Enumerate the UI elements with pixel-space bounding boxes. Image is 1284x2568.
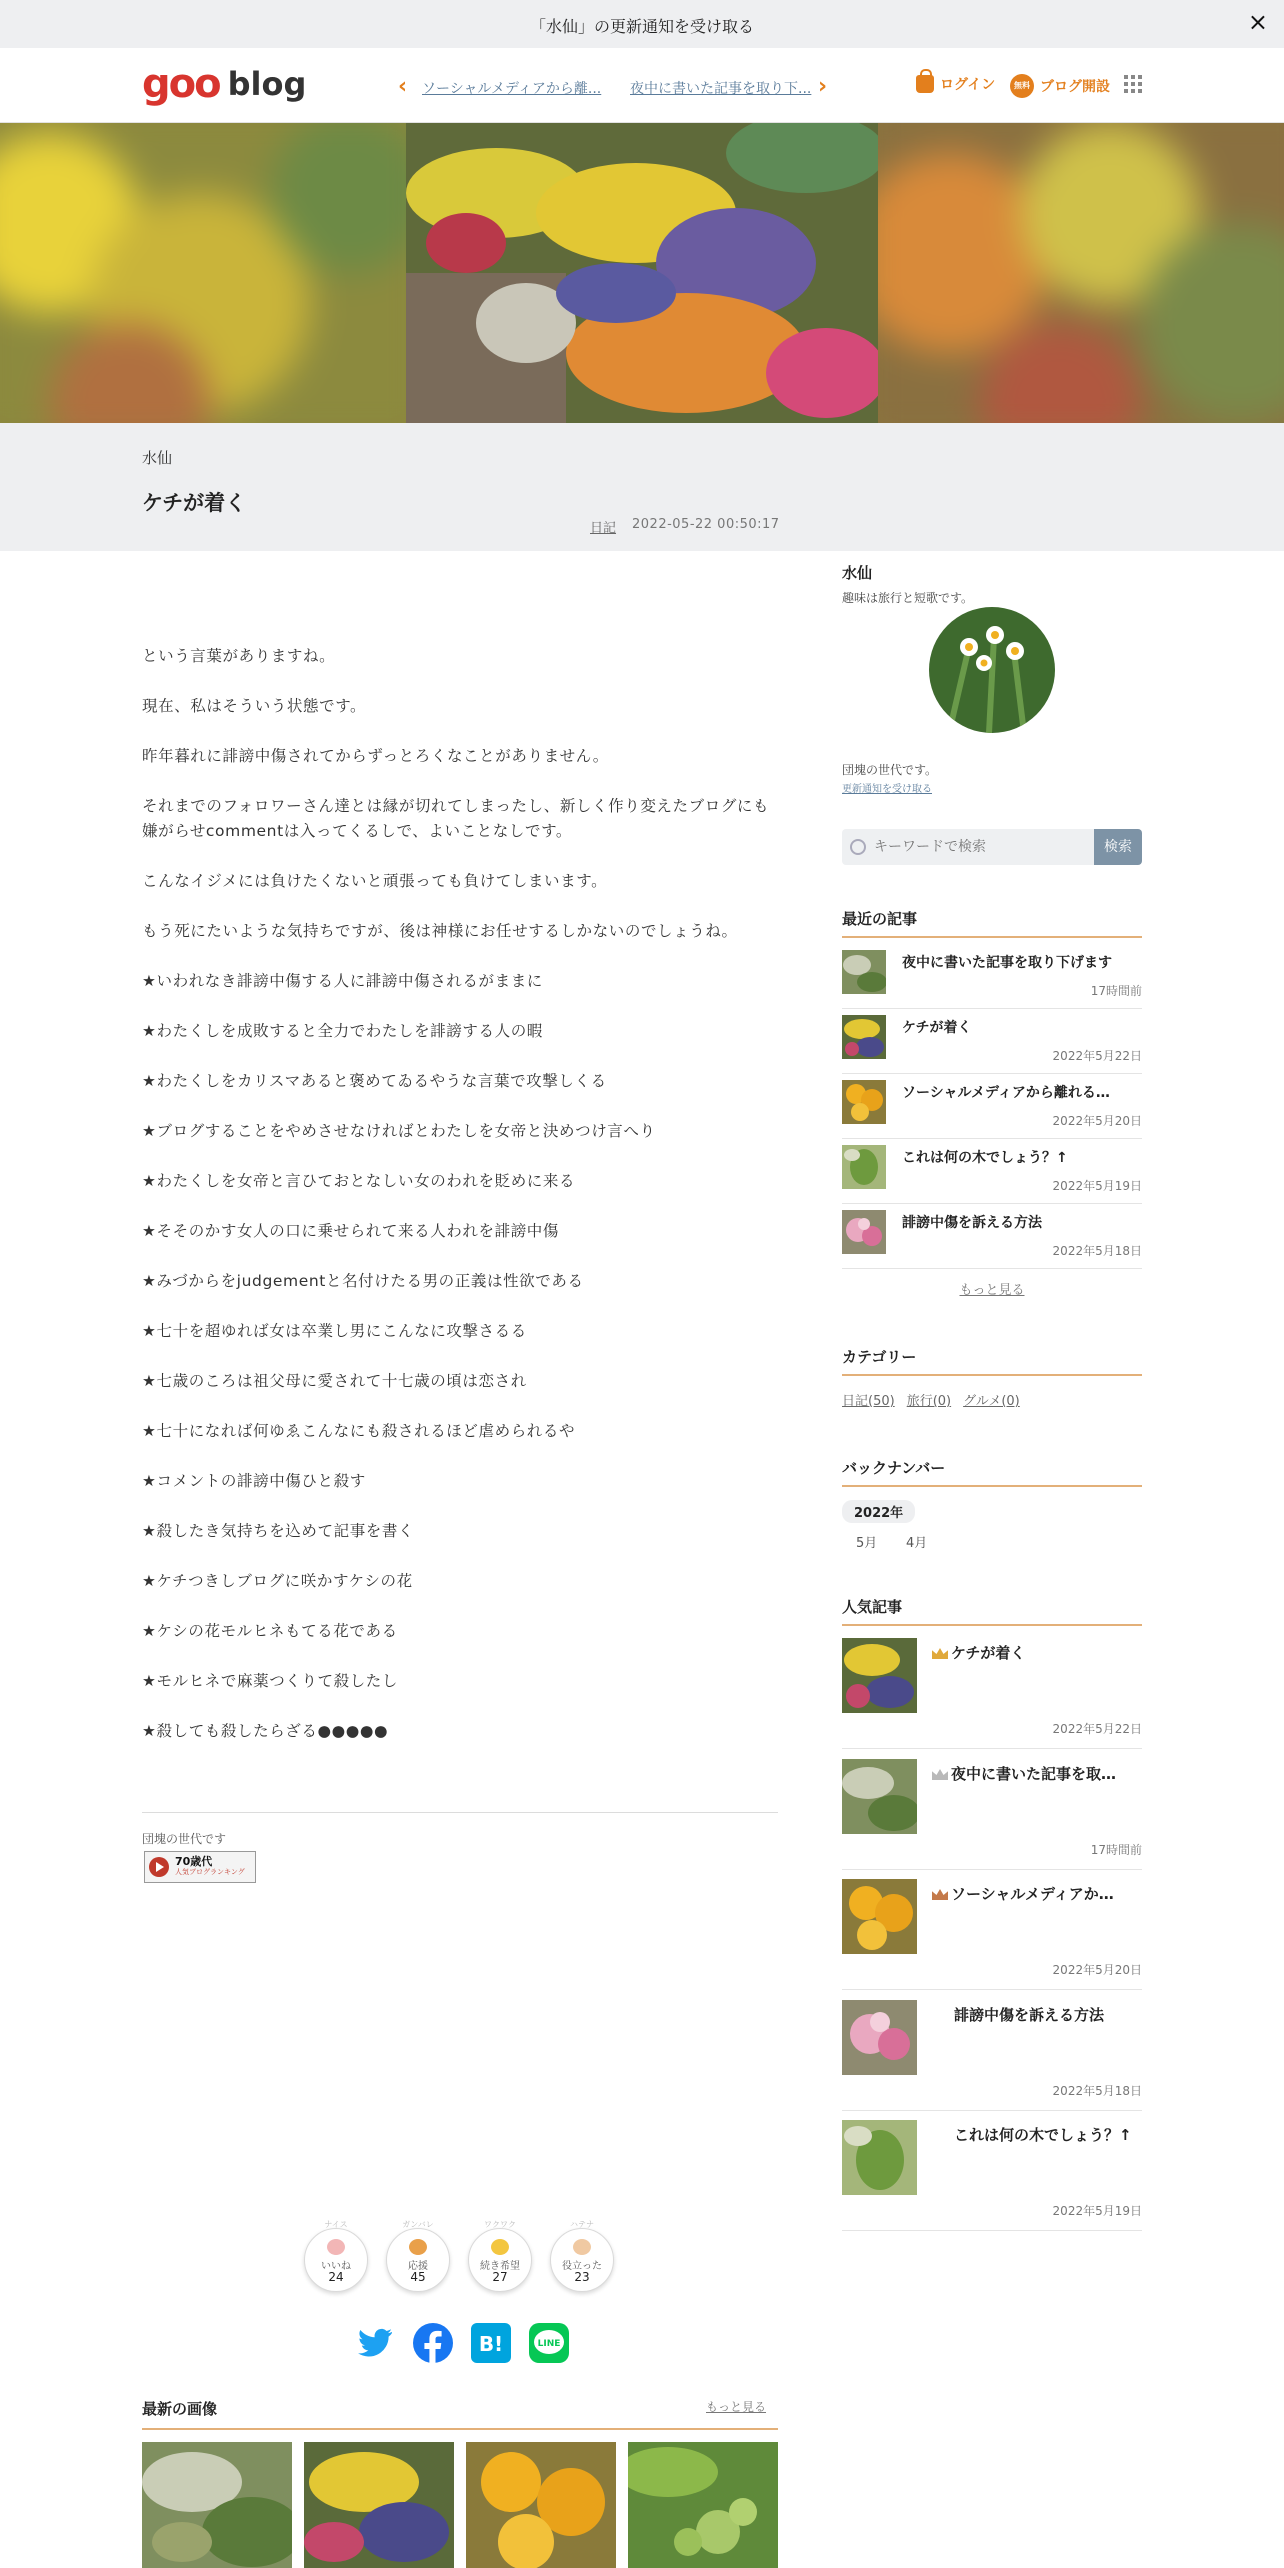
- header-image-blur-right: [860, 123, 1284, 423]
- search-input[interactable]: [872, 838, 1076, 856]
- category-list: [842, 1390, 1020, 1409]
- prev-article-link[interactable]: ソーシャルメディアから離...: [422, 81, 602, 97]
- reaction-count: 27: [492, 2270, 508, 2284]
- reaction-top-label: ナイス: [324, 2220, 348, 2229]
- gold-crown-icon: [932, 1648, 948, 1659]
- category-divider: [842, 1374, 1142, 1376]
- reaction-label: いいね: [321, 2261, 351, 2272]
- search-icon: [850, 839, 866, 855]
- article-haiku: ★モルヒネで麻薬つくりて殺したし: [142, 1672, 398, 1690]
- popular-post-item[interactable]: [842, 2110, 1142, 2231]
- backnumber-month-april[interactable]: 4月: [906, 1536, 928, 1551]
- popular-post-title-row: [932, 1883, 1142, 1904]
- header-image-blur-left: [0, 123, 430, 423]
- recent-post-item[interactable]: [842, 1204, 1142, 1269]
- chevron-right-icon[interactable]: ›: [818, 74, 828, 99]
- article-haiku: ★七歳のころは祖父母に愛されて十七歳の頃は恋され: [142, 1372, 527, 1390]
- article-divider: [142, 1812, 778, 1813]
- article-paragraph: 現在、私はそういう状態です。: [142, 697, 367, 715]
- category-link-travel[interactable]: 旅行(0): [906, 1394, 952, 1409]
- recent-post-thumbnail: [842, 1015, 886, 1059]
- latest-image-thumbnail[interactable]: [628, 2442, 778, 2568]
- reaction-count: 24: [328, 2270, 344, 2284]
- clap-icon: [573, 2239, 591, 2255]
- article-haiku: ★殺しても殺したらざる●●●●●: [142, 1722, 389, 1740]
- popular-post-item[interactable]: [842, 1628, 1142, 1749]
- popular-post-title: これは何の木でしょう？↑: [954, 2126, 1132, 2144]
- popular-post-date: 2022年5月20日: [1052, 1963, 1142, 1977]
- recent-post-title: 誹謗中傷を訴える方法: [902, 1215, 1042, 1231]
- article-haiku: ★コメントの誹謗中傷ひと殺す: [142, 1472, 366, 1490]
- popular-post-item[interactable]: [842, 1749, 1142, 1870]
- article-body: [142, 644, 778, 1769]
- article-footer-note: 団塊の世代です: [142, 1832, 227, 1846]
- category-title: カテゴリー: [842, 1348, 917, 1366]
- popular-post-title: ケチが着く: [951, 1644, 1026, 1662]
- login-button[interactable]: [916, 74, 995, 94]
- profile-subscribe-link[interactable]: 更新通知を受け取る: [842, 784, 932, 795]
- post-date: 2022-05-22 00:50:17: [632, 517, 780, 532]
- reaction-like-button[interactable]: [304, 2220, 368, 2292]
- recent-post-item[interactable]: [842, 944, 1142, 1009]
- recent-post-date: 2022年5月18日: [1052, 1244, 1142, 1258]
- recent-post-thumbnail: [842, 1080, 886, 1124]
- article-paragraph: 昨年暮れに誹謗中傷されてからずっとろくなことがありません。: [142, 747, 609, 765]
- popular-post-thumbnail: [842, 1638, 917, 1713]
- open-blog-label: ブログ開設: [1040, 79, 1110, 95]
- recent-post-thumbnail: [842, 1145, 886, 1189]
- app-grid-icon[interactable]: [1124, 75, 1142, 93]
- recent-post-item[interactable]: [842, 1074, 1142, 1139]
- profile-name[interactable]: 水仙: [842, 564, 873, 582]
- recent-post-title: これは何の木でしょう？↑: [902, 1150, 1068, 1166]
- recent-posts-title: 最近の記事: [842, 910, 918, 928]
- article-haiku: ★みづからをjudgementと名付けたる男の正義は性欲である: [142, 1272, 584, 1290]
- profile-avatar[interactable]: [929, 607, 1055, 733]
- recent-post-title: ソーシャルメディアから離れる…: [902, 1085, 1110, 1101]
- chevron-left-icon[interactable]: ‹: [398, 74, 408, 99]
- reaction-buttons: [304, 2220, 614, 2292]
- ranking-logo-icon: [149, 1857, 169, 1877]
- article-haiku: ★ケチつきしブログに咲かすケシの花: [142, 1572, 413, 1590]
- post-title-band: [0, 423, 1284, 551]
- reaction-top-label: ワクワク: [484, 2220, 516, 2229]
- backnumber-year[interactable]: 2022年: [842, 1500, 915, 1523]
- popular-post-title-row: [932, 1642, 1142, 1663]
- search-box[interactable]: [842, 829, 1094, 865]
- login-label: ログイン: [940, 77, 996, 93]
- recent-post-item[interactable]: [842, 1009, 1142, 1074]
- article-haiku: ★七十になれば何ゆゑこんなにも殺されるほど虐められるや: [142, 1422, 576, 1440]
- recent-post-date: 17時間前: [1090, 984, 1142, 998]
- hatena-share-icon[interactable]: [470, 2322, 512, 2364]
- logo-blog-text: blog: [227, 65, 307, 103]
- reaction-top-label: ハテナ: [570, 2220, 594, 2229]
- popular-posts-title: 人気記事: [842, 1598, 903, 1616]
- reaction-label: 役立った: [562, 2261, 602, 2272]
- popular-post-date: 2022年5月22日: [1052, 1722, 1142, 1736]
- backnumber-divider: [842, 1485, 1142, 1487]
- popular-post-date: 2022年5月19日: [1052, 2204, 1142, 2218]
- twitter-share-icon[interactable]: [354, 2322, 396, 2364]
- hatena-share-label: B!: [478, 2332, 504, 2356]
- reaction-label: 応援: [408, 2261, 428, 2272]
- reaction-count: 23: [574, 2270, 590, 2284]
- subscribe-notify-bar[interactable]: [0, 0, 1284, 48]
- popular-post-thumbnail: [842, 1759, 917, 1834]
- thumbs-up-icon: [327, 2239, 345, 2255]
- blog-name[interactable]: 水仙: [142, 449, 173, 467]
- popular-post-thumbnail: [842, 2000, 917, 2075]
- article-paragraph: もう死にたいような気持ちですが、後は神様にお任せするしかないのでしょうね。: [142, 922, 738, 940]
- recent-posts-divider: [842, 936, 1142, 938]
- article-haiku: ★わたくしを女帝と言ひておとなしい女のわれを貶めに来る: [142, 1172, 576, 1190]
- recent-posts-more-link[interactable]: もっと見る: [959, 1283, 1025, 1298]
- profile-generation: 団塊の世代です。: [842, 763, 938, 777]
- search-button[interactable]: 検索: [1094, 829, 1142, 865]
- line-share-icon[interactable]: [528, 2322, 570, 2364]
- latest-images-more-link[interactable]: もっと見る: [706, 2400, 767, 2414]
- article-haiku: ★わたくしをカリスマあると褒めてゐるやうな言葉で攻撃しくる: [142, 1072, 607, 1090]
- article-paragraph: という言葉がありますね。: [142, 647, 336, 665]
- reaction-top-label: ガンバレ: [402, 2220, 434, 2229]
- latest-image-thumbnail[interactable]: [142, 2442, 292, 2568]
- popular-post-item[interactable]: [842, 1869, 1142, 1990]
- recent-post-date: 2022年5月22日: [1052, 1049, 1142, 1063]
- blog-ranking-banner[interactable]: [144, 1851, 256, 1883]
- popular-post-title: 誹謗中傷を訴える方法: [954, 2006, 1105, 2024]
- reaction-label: 続き希望: [480, 2261, 520, 2272]
- line-share-label: LINE: [537, 2339, 561, 2349]
- recent-post-thumbnail: [842, 950, 886, 994]
- backnumber-title: バックナンバー: [842, 1459, 946, 1477]
- recent-post-title: ケチが着く: [902, 1020, 972, 1036]
- popular-post-item[interactable]: [842, 1990, 1142, 2111]
- popular-post-thumbnail: [842, 2120, 917, 2195]
- article-haiku: ★ケシの花モルヒネもてる花である: [142, 1622, 398, 1640]
- facebook-share-icon[interactable]: [412, 2322, 454, 2364]
- popular-post-date: 2022年5月18日: [1052, 2084, 1142, 2098]
- article-haiku: ★七十を超ゆれば女は卒業し男にこんなに攻撃さるる: [142, 1322, 527, 1340]
- backnumber-month-may[interactable]: 5月: [856, 1536, 878, 1551]
- bronze-crown-icon: [932, 1889, 948, 1900]
- reaction-count: 45: [410, 2270, 426, 2284]
- header-image-flowerbed: [406, 123, 878, 423]
- popular-posts-divider: [842, 1624, 1142, 1626]
- latest-images-divider: [142, 2428, 778, 2430]
- recent-post-title: 夜中に書いた記事を取り下げます: [902, 955, 1112, 971]
- recent-post-date: 2022年5月19日: [1052, 1179, 1142, 1193]
- article-haiku: ★いわれなき誹謗中傷する人に誹謗中傷されるがままに: [142, 972, 543, 990]
- popular-post-title-row: [932, 1763, 1142, 1784]
- ranking-banner-subtitle: 人気ブログランキング: [175, 1868, 245, 1876]
- silver-crown-icon: [932, 1769, 948, 1780]
- popular-post-title: 夜中に書いた記事を取…: [951, 1765, 1117, 1783]
- article-haiku: ★ブログすることをやめさせなければとわたしを女帝と決めつけ言へり: [142, 1122, 656, 1140]
- header-image: [0, 123, 1284, 423]
- next-article-link[interactable]: 夜中に書いた記事を取り下...: [630, 81, 812, 97]
- open-blog-button[interactable]: [1010, 74, 1110, 98]
- article-haiku: ★殺したき気持ちを込めて記事を書く: [142, 1522, 415, 1540]
- popular-post-title: ソーシャルメディアか…: [951, 1885, 1114, 1903]
- latest-image-thumbnail[interactable]: [304, 2442, 454, 2568]
- reaction-helpful-button[interactable]: [550, 2220, 614, 2292]
- ranking-banner-title: 70歳代: [175, 1855, 213, 1868]
- goo-blog-logo[interactable]: [142, 61, 307, 107]
- recent-post-date: 2022年5月20日: [1052, 1114, 1142, 1128]
- category-link-gourmet[interactable]: グルメ(0): [963, 1394, 1020, 1409]
- recent-post-thumbnail: [842, 1210, 886, 1254]
- reaction-cheer-button[interactable]: [386, 2220, 450, 2292]
- recent-post-item[interactable]: [842, 1139, 1142, 1204]
- login-bag-icon: [916, 75, 934, 93]
- logo-goo-text: goo: [142, 61, 220, 107]
- free-badge-icon: 無料: [1010, 74, 1034, 98]
- popular-post-date: 17時間前: [1090, 1843, 1142, 1857]
- popular-post-thumbnail: [842, 1879, 917, 1954]
- profile-description: 趣味は旅行と短歌です。: [842, 591, 974, 605]
- heart-eyes-icon: [491, 2239, 509, 2255]
- latest-image-thumbnail[interactable]: [466, 2442, 616, 2568]
- share-buttons: [354, 2322, 570, 2364]
- megaphone-icon: [409, 2239, 427, 2255]
- latest-images-title: 最新の画像: [142, 2400, 218, 2418]
- close-icon[interactable]: ×: [1247, 8, 1268, 36]
- article-haiku: ★そそのかす女人の口に乗せられて来る人われを誹謗中傷: [142, 1222, 559, 1240]
- article-haiku: ★わたくしを成敗すると全力でわたしを誹謗する人の暇: [142, 1022, 543, 1040]
- subscribe-notify-text[interactable]: 「水仙」の更新通知を受け取る: [529, 17, 754, 36]
- category-link-diary[interactable]: 日記(50): [842, 1394, 895, 1409]
- reaction-want-more-button[interactable]: [468, 2220, 532, 2292]
- post-category-link[interactable]: 日記: [590, 521, 617, 536]
- article-paragraph: こんなイジメには負けたくないと頑張っても負けてしまいます。: [142, 872, 608, 890]
- post-title: ケチが着く: [142, 491, 247, 515]
- article-paragraph: それまでのフォロワーさん達とは縁が切れてしまったし、新しく作り変えたブログにも嫌がらせcommentは入ってくるしで、よいことなしです。: [142, 797, 770, 840]
- site-header: [0, 48, 1284, 123]
